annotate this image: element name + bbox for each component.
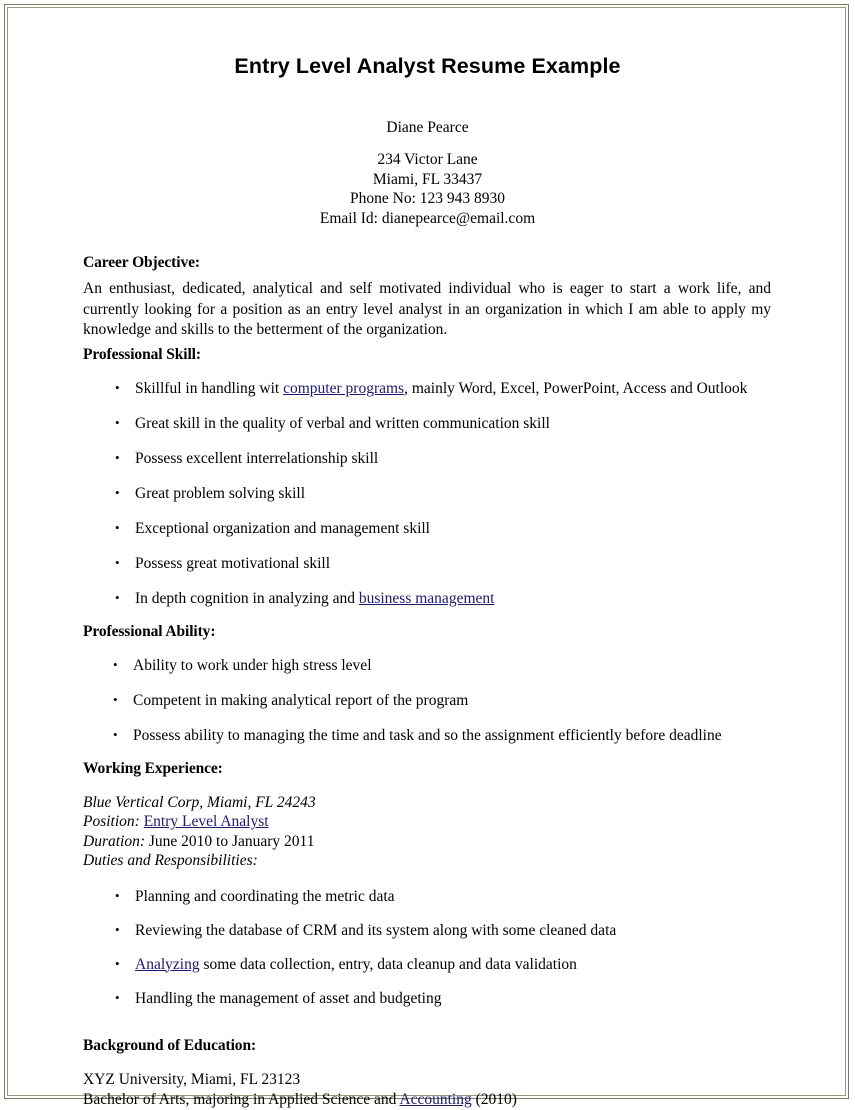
contact-address-line: 234 Victor Lane [377,151,478,168]
professional-skill-item [83,554,773,574]
professional-skill-item-text: Great problem solving skill [135,484,306,502]
analyzing-link[interactable]: Analyzing [135,955,200,973]
professional-ability-item [83,691,773,711]
professional-ability-item [83,726,773,746]
section-heading-education: Background of Education: [83,1036,257,1054]
page-border-frame [4,4,849,1108]
section-heading-professional-skill: Professional Skill: [83,345,201,363]
education-degree-line [83,1090,773,1110]
duties-item-text: Handling the management of asset and budgeting [135,989,442,1007]
duties-item [83,887,773,907]
duties-item-text: Reviewing the database of CRM and its system along with some cleaned data [135,921,617,939]
professional-skill-item-text: In depth cognition in analyzing and [135,589,359,607]
education-degree-prefix: Bachelor of Arts, majoring in Applied Science and [83,1090,400,1108]
education-degree-suffix: (2010) [471,1090,517,1108]
experience-duration-line [83,832,773,852]
section-heading-career-objective: Career Objective: [83,254,200,271]
professional-skill-list [83,379,773,609]
experience-duties-label: Duties and Responsibilities: [83,852,258,869]
resume-body [83,253,773,1110]
professional-ability-list [83,656,773,746]
section-heading-working-experience: Working Experience: [83,759,223,777]
experience-duties-label-line [83,851,773,871]
professional-skill-item [83,484,773,504]
education-accounting-link[interactable]: Accounting [399,1090,472,1108]
professional-skill-item [83,379,773,399]
career-objective-text: An enthusiast, dedicated, analytical and self motivated individual who is eager to start a work life, and currently looking for a position as an entry level analyst in an organization in which I am able to apply my knowledge and skills to the betterment of the organization. [83,280,771,338]
professional-skill-item [83,449,773,469]
duties-item [83,921,773,941]
duties-item-text: some data collection, entry, data cleanup and data validation [199,955,577,973]
professional-ability-item-text: Competent in making analytical report of the program [133,691,469,709]
candidate-name: Diane Pearce [386,119,469,136]
professional-ability-item [83,656,773,676]
professional-skill-item-text: Skillful in handling wit [135,379,284,397]
experience-company: Blue Vertical Corp, Miami, FL 24243 [83,793,316,811]
professional-skill-item-text: , mainly Word, Excel, PowerPoint, Access and Outlook [404,379,748,397]
experience-position-label: Position: [83,813,140,830]
contact-city-state-zip: Miami, FL 33437 [372,170,483,188]
duties-item [83,989,773,1009]
section-heading-professional-ability: Professional Ability: [83,622,216,640]
experience-company-line [83,793,773,813]
computer-programs-link[interactable]: computer programs [283,379,405,397]
professional-skill-item [83,589,773,609]
resume-document [5,5,850,1108]
education-university: XYZ University, Miami, FL 23123 [83,1070,301,1088]
business-management-link[interactable]: business management [358,589,495,607]
contact-email: Email Id: dianepearce@email.com [319,209,536,227]
duties-item-text: Planning and coordinating the metric data [135,887,395,905]
duties-list [83,887,773,1009]
page-title: Entry Level Analyst Resume Example [234,54,621,78]
professional-skill-item [83,414,773,434]
professional-ability-item-text: Possess ability to managing the time and task and so the assignment efficiently before deadline [133,726,722,744]
experience-duration-value: June 2010 to January 2011 [148,832,315,850]
professional-skill-item-text: Exceptional organization and management skill [135,519,430,537]
professional-skill-item-text: Great skill in the quality of verbal and written communication skill [135,414,550,432]
contact-phone: Phone No: 123 943 8930 [350,190,505,207]
professional-skill-item [83,519,773,539]
professional-skill-item-text: Possess excellent interrelationship skill [135,449,379,467]
experience-duration-label: Duration: [83,832,145,850]
professional-ability-item-text: Ability to work under high stress level [133,656,372,674]
duties-item [83,955,773,975]
professional-skill-item-text: Possess great motivational skill [135,554,331,572]
experience-position-link[interactable]: Entry Level Analyst [143,813,269,830]
contact-block [5,117,850,228]
experience-position-line [83,812,773,832]
